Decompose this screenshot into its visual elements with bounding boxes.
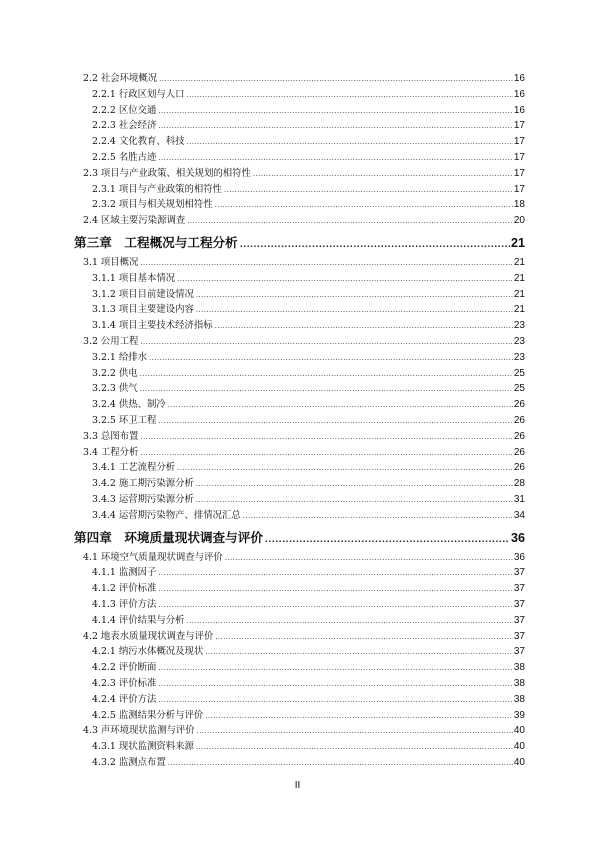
toc-entry-title: 2.2.3 社会经济 [92,120,157,132]
toc-entry[interactable] [92,462,525,474]
toc-entry-page: 21 [513,288,525,300]
toc-entry[interactable] [92,599,525,611]
toc-entry[interactable] [83,168,525,180]
toc-leader-dots [253,170,513,179]
toc-entry-page: 17 [513,183,525,195]
toc-entry[interactable] [92,567,525,579]
toc-entry-page: 37 [513,630,525,642]
toc-entry-title: 4.3.2 监测点布置 [92,757,166,768]
toc-entry-title: 3.2.5 环卫工程 [92,415,157,426]
toc-entry-page: 26 [513,446,525,458]
toc-entry[interactable] [92,494,525,506]
toc-entry-page: 38 [513,678,525,689]
toc-entry-page: 31 [513,494,525,505]
toc-entry-title: 3.4.1 工艺流程分析 [92,462,176,474]
toc-entry-title: 3.4.3 运营期污染源分析 [92,494,194,505]
toc-entry-page: 17 [513,120,525,132]
toc-entry-title: 4.2.1 纳污水体概况及现状 [92,646,204,658]
page-number: II [294,780,301,791]
toc-leader-dots [140,433,512,442]
toc-entry-page: 25 [513,367,525,379]
toc-leader-dots [140,338,512,347]
toc-entry-title: 4.2.5 监测结果分析与评价 [92,709,204,721]
toc-leader-dots [149,354,513,363]
toc-entry[interactable] [92,184,525,196]
toc-entry-page: 21 [513,304,525,316]
toc-entry[interactable] [92,662,525,674]
toc-entry-title: 3.2 公用工程 [83,336,139,347]
toc-entry-title: 4.3.1 现状监测资料来源 [92,741,194,753]
toc-entry-page: 37 [513,614,525,626]
toc-entry[interactable] [92,320,525,332]
toc-leader-dots [168,401,513,410]
toc-entry[interactable] [92,289,525,301]
toc-leader-dots [140,385,513,394]
toc-entry-page: 20 [513,215,525,227]
toc-entry[interactable] [92,399,525,411]
toc-entry[interactable] [92,646,525,658]
toc-leader-dots [225,554,513,563]
toc-entry-page: 38 [513,693,525,705]
toc-entry-title: 3.1.3 项目主要建设内容 [92,304,194,316]
toc-entry-page: 17 [513,136,525,148]
toc-entry-page: 37 [513,567,525,579]
toc-leader-dots [240,240,510,249]
toc-entry-page: 40 [513,757,525,768]
toc-entry[interactable] [92,678,525,690]
toc-entry[interactable] [92,415,525,427]
toc-entry[interactable] [92,583,525,595]
toc-leader-dots [158,107,513,116]
toc-entry-title: 3.4.2 施工期污染源分析 [92,478,194,490]
toc-entry-page: 37 [513,599,525,610]
toc-entry[interactable] [92,136,525,148]
toc-entry-title: 3.4.4 运营期污染物产、排情况汇总 [92,509,241,521]
toc-entry-page: 25 [513,383,525,395]
toc-chapter-entry[interactable] [74,530,525,546]
toc-entry[interactable] [92,710,525,722]
toc-entry-page: 38 [513,662,525,674]
toc-leader-dots [140,370,513,379]
toc-entry-page: 28 [513,478,525,490]
toc-entry-page: 16 [513,73,525,84]
toc-entry[interactable] [92,368,525,380]
toc-entry-page: 26 [513,462,525,474]
toc-entry-title: 4.1.1 监测因子 [92,567,157,579]
toc-entry-page: 21 [513,257,525,268]
toc-leader-dots [158,696,513,705]
toc-entry[interactable] [92,304,525,316]
toc-entry[interactable] [83,447,525,459]
toc-entry-page: 23 [513,320,525,332]
toc-entry-page: 16 [513,88,525,100]
toc-entry-title: 2.4 区域主要污染源调查 [83,215,186,227]
toc-leader-dots [158,417,513,426]
toc-leader-dots [158,680,513,689]
toc-entry[interactable] [83,552,525,564]
toc-entry-title: 4.3 声环境现状监测与评价 [83,725,195,737]
toc-entry-page: 34 [513,509,525,521]
toc-entry[interactable] [92,615,525,627]
toc-entry-page: 17 [513,167,525,179]
toc-leader-dots [187,217,513,226]
toc-entry[interactable] [92,352,525,364]
toc-entry-title: 3.1.1 项目基本情况 [92,272,176,284]
toc-entry-title: 2.2.1 行政区划与人口 [92,88,185,100]
toc-leader-dots [177,464,513,473]
toc-entry[interactable] [92,152,525,164]
toc-leader-dots [158,154,513,163]
toc-entry[interactable] [83,336,525,348]
toc-entry-title: 2.3.1 项目与产业政策的相符性 [92,183,222,195]
toc-entry-title: 2.3 项目与产业政策、相关规划的相符性 [83,167,251,179]
toc-entry-page: 26 [513,399,525,411]
toc-entry-page: 26 [513,430,525,442]
toc-entry-title: 4.1.2 评价标准 [92,583,157,595]
toc-entry-page: 21 [513,272,525,284]
toc-leader-dots [205,648,513,657]
toc-leader-dots [158,664,513,673]
toc-entry-page: 37 [513,583,525,595]
toc-entry-title: 4.2 地表水质量现状调查与评价 [83,630,214,642]
toc-chapter-entry[interactable] [74,235,525,251]
toc-entry-page: 23 [513,336,525,347]
toc-entry-page: 17 [513,152,525,163]
toc-leader-dots [196,496,513,505]
toc-leader-dots [215,201,513,210]
toc-entry[interactable] [92,694,525,706]
toc-leader-dots [158,601,513,610]
toc-entry[interactable] [83,257,525,269]
toc-leader-dots [215,633,512,642]
toc-entry[interactable] [83,725,525,737]
toc-entry[interactable] [92,105,525,117]
toc-entry-title: 3.2.3 供气 [92,383,138,395]
toc-entry-page: 16 [513,104,525,116]
toc-entry-title: 3.2.1 给排水 [92,351,147,363]
toc-entry[interactable] [92,741,525,753]
toc-leader-dots [215,322,513,331]
toc-leader-dots [205,712,513,721]
toc-entry-title: 3.1 项目概况 [83,257,139,268]
toc-entry[interactable] [92,89,525,101]
toc-leader-dots [197,727,513,736]
toc-entry[interactable] [92,199,525,211]
toc-entry[interactable] [83,631,525,643]
toc-leader-dots [186,91,512,100]
toc-entry-title: 第四章 环境质量现状调查与评价 [74,529,263,545]
toc-entry[interactable] [92,273,525,285]
toc-entry-page: 39 [513,709,525,721]
toc-entry-page: 40 [513,741,525,753]
toc-leader-dots [140,259,512,268]
toc-entry-page: 36 [510,530,525,545]
toc-entry-title: 2.2.5 名胜古迹 [92,152,157,163]
toc-entry-page: 36 [513,551,525,563]
toc-entry[interactable] [92,383,525,395]
toc-entry-title: 4.1.4 评价结果与分析 [92,614,185,626]
toc-entry-title: 第三章 工程概况与工程分析 [74,235,238,250]
toc-entry-title: 3.2.4 供热、制冷 [92,399,166,411]
toc-entry-title: 4.1.3 评价方法 [92,599,157,610]
toc-leader-dots [265,535,510,544]
toc-entry[interactable] [83,431,525,443]
toc-entry-title: 2.3.2 项目与相关规划相符性 [92,199,213,211]
toc-leader-dots [196,480,513,489]
toc-leader-dots [186,617,512,626]
toc-leader-dots [177,275,513,284]
toc-leader-dots [168,759,513,768]
toc-entry-page: 40 [513,725,525,737]
toc-entry-title: 3.4 工程分析 [83,446,139,458]
toc-entry[interactable] [83,73,525,85]
toc-entry-title: 2.2 社会环境概况 [83,73,158,84]
toc-entry-page: 21 [510,236,525,250]
toc-leader-dots [159,75,513,84]
toc-leader-dots [158,569,513,578]
toc-entry-title: 3.1.4 项目主要技术经济指标 [92,320,213,332]
toc-entry-title: 2.2.2 区位交通 [92,104,157,116]
toc-leader-dots [158,122,513,131]
toc-entry-title: 4.2.2 评价断面 [92,662,157,674]
toc-entry-title: 3.1.2 项目目前建设情况 [92,288,194,300]
toc-entry[interactable] [92,510,525,522]
toc-leader-dots [243,512,513,521]
toc-leader-dots [196,743,513,752]
toc-entry-page: 18 [513,199,525,211]
toc-entry-title: 3.2.2 供电 [92,367,138,379]
toc-leader-dots [186,138,512,147]
toc-entry-title: 4.1 环境空气质量现状调查与评价 [83,551,223,563]
toc-entry[interactable] [92,757,525,769]
toc-entry[interactable] [92,120,525,132]
toc-leader-dots [196,291,513,300]
toc-entry-page: 23 [513,351,525,363]
toc-entry-title: 2.2.4 文化教育、科技 [92,136,185,148]
toc-leader-dots [224,186,513,195]
toc-entry-title: 3.3 总图布置 [83,430,139,442]
toc-entry-page: 37 [513,646,525,658]
toc-entry[interactable] [92,478,525,490]
toc-leader-dots [158,585,513,594]
toc-entry-title: 4.2.3 评价标准 [92,678,157,689]
toc-entry[interactable] [83,215,525,227]
toc-leader-dots [196,306,513,315]
toc-entry-title: 4.2.4 评价方法 [92,693,157,705]
toc-leader-dots [140,449,512,458]
toc-entry-page: 26 [513,415,525,426]
